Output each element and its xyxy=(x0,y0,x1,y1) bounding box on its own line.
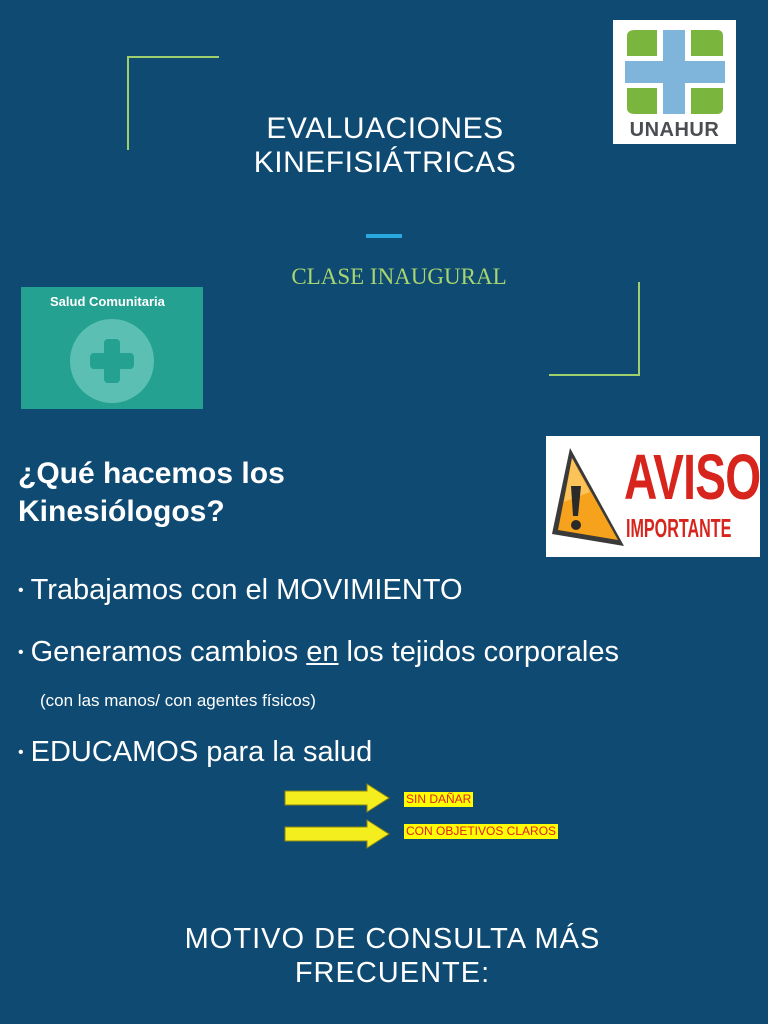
card-label: Salud Comunitaria xyxy=(50,294,165,309)
corner-bracket-bottom-right-vertical xyxy=(638,282,640,376)
bullet-note: (con las manos/ con agentes físicos) xyxy=(40,691,316,710)
title-accent-line xyxy=(366,234,402,238)
slide-subtitle: CLASE INAUGURAL xyxy=(291,264,507,289)
unahur-cross-logo xyxy=(625,30,725,114)
slide-title: EVALUACIONES KINEFISIÁTRICAS xyxy=(253,112,517,179)
corner-bracket-top-left-horizontal xyxy=(127,56,219,58)
bullet-dot: • xyxy=(18,744,24,762)
bullet-cambios xyxy=(18,634,619,671)
arrow-right-icon xyxy=(283,818,391,850)
bullet-text: EDUCAMOS para la salud xyxy=(30,736,373,768)
footer-heading: MOTIVO DE CONSULTA MÁS FRECUENTE: xyxy=(184,923,601,989)
bullet-dot: • xyxy=(18,582,24,600)
warning-triangle-icon xyxy=(550,442,628,552)
arrow-right-icon xyxy=(283,782,391,814)
bullet-text-underlined: en xyxy=(306,636,339,668)
unahur-logo xyxy=(613,20,736,144)
bullet-text-pre: Generamos cambios xyxy=(30,636,307,668)
aviso-importante-image xyxy=(546,436,760,557)
objetivos-claros-tag: CON OBJETIVOS CLAROS xyxy=(406,824,557,838)
bullet-movimiento xyxy=(18,572,463,609)
plus-circle-icon xyxy=(69,318,155,404)
corner-bracket-top-left-vertical xyxy=(127,56,129,150)
corner-bracket-bottom-right-horizontal xyxy=(549,374,640,376)
bullet-dot: • xyxy=(18,644,24,662)
logo-text: UNAHUR xyxy=(629,119,720,141)
bullet-text: Trabajamos con el MOVIMIENTO xyxy=(30,574,463,606)
bullet-educamos xyxy=(18,734,372,771)
aviso-word: AVISO xyxy=(624,441,761,513)
bullet-text-post: los tejidos corporales xyxy=(338,636,619,668)
sin-danar-tag: SIN DAÑAR xyxy=(406,792,472,806)
importante-word: IMPORTANTE xyxy=(626,513,732,543)
question-heading: ¿Qué hacemos los Kinesiólogos? xyxy=(18,457,285,528)
salud-comunitaria-card xyxy=(21,287,203,409)
